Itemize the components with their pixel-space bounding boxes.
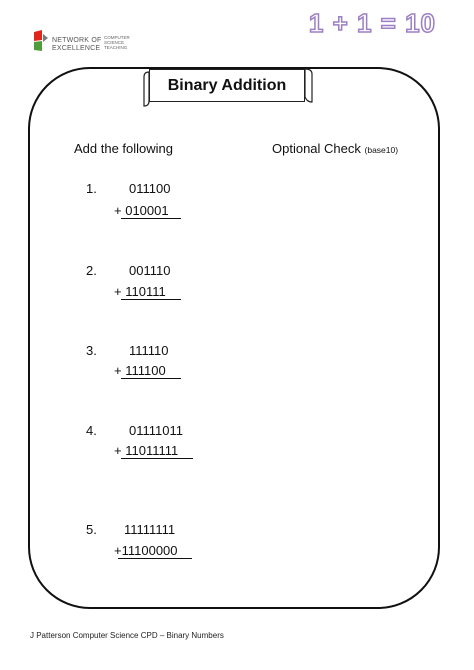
plus-sign: + xyxy=(114,284,122,299)
problem-number: 4. xyxy=(86,423,97,438)
logo-line2: EXCELLENCE xyxy=(52,45,101,52)
plus-sign: + xyxy=(114,543,122,558)
problem-bottom-value: 110111 xyxy=(125,284,166,299)
title-banner xyxy=(143,66,313,108)
sum-line xyxy=(121,218,181,219)
sum-line xyxy=(118,558,192,559)
problem-top: 011100 xyxy=(129,181,171,196)
header-check xyxy=(272,141,398,156)
problem-number: 2. xyxy=(86,263,97,278)
header-check-label: Optional Check xyxy=(272,141,361,156)
problem-bottom-value: 11100000 xyxy=(121,543,178,558)
problem-top: 111110 xyxy=(129,343,169,358)
problem-bottom xyxy=(114,443,178,458)
problem-bottom xyxy=(114,363,166,378)
problem-bottom xyxy=(114,203,169,218)
problem-bottom xyxy=(114,284,166,299)
logo xyxy=(34,30,144,56)
plus-sign: + xyxy=(114,443,122,458)
footer: J Patterson Computer Science CPD – Binary Numbers xyxy=(30,631,224,640)
banner-title: Binary Addition xyxy=(149,69,305,102)
problem-bottom-value: 010001 xyxy=(125,203,169,218)
sum-line xyxy=(121,458,193,459)
sum-line xyxy=(121,378,181,379)
logo-mark-icon xyxy=(34,30,48,52)
big-title: 1 + 1 = 10 xyxy=(308,8,436,38)
header-add: Add the following xyxy=(74,141,174,156)
problem-top: 01111011 xyxy=(129,423,183,438)
plus-sign: + xyxy=(114,203,122,218)
logo-wordmark xyxy=(52,37,101,53)
problem-bottom-value: 11011111 xyxy=(125,443,179,458)
problem-bottom xyxy=(114,543,178,558)
logo-subtitle: COMPUTER SCIENCE TEACHING xyxy=(104,35,130,50)
problem-number: 1. xyxy=(86,181,97,196)
problem-number: 5. xyxy=(86,522,97,537)
problem-bottom-value: 111100 xyxy=(125,363,166,378)
header-check-base: (base10) xyxy=(364,145,399,155)
logo-line1: NETWORK OF xyxy=(52,37,102,44)
problem-top: 11111111 xyxy=(124,522,176,537)
sum-line xyxy=(121,299,181,300)
plus-sign: + xyxy=(114,363,122,378)
problem-number: 3. xyxy=(86,343,97,358)
problem-top: 001110 xyxy=(129,263,171,278)
